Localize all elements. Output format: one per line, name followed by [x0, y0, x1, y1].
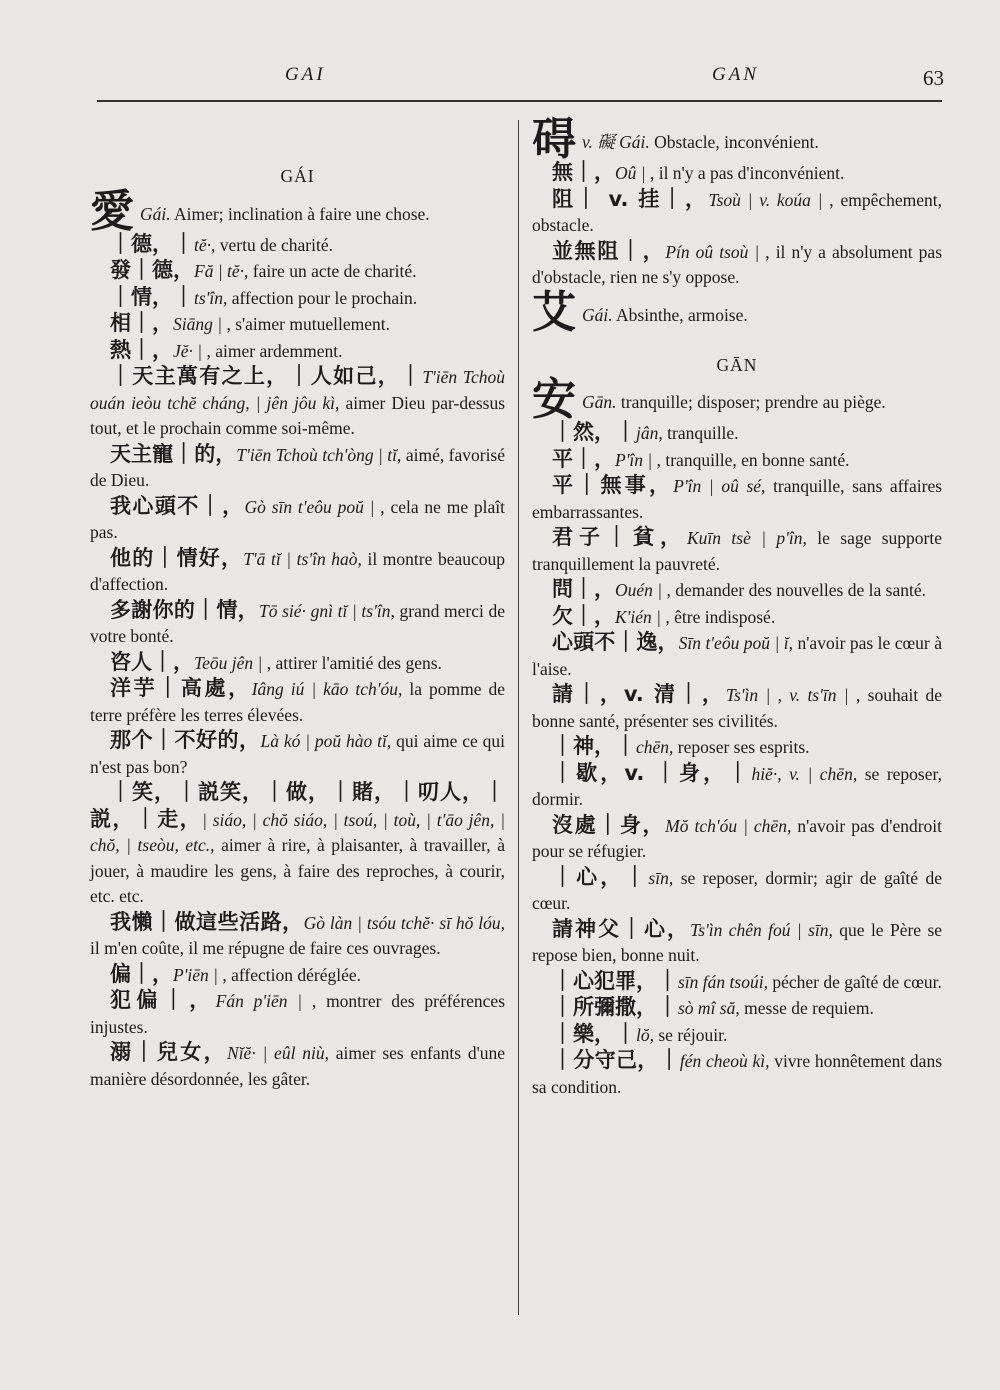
romanization: Siāng | — [173, 314, 223, 334]
chinese-phrase: ｜神，｜ — [552, 734, 636, 758]
header-rule — [97, 100, 942, 102]
chinese-phrase: 咨人｜， — [110, 649, 194, 674]
chinese-phrase: 我心頭不｜， — [110, 493, 245, 518]
headword-character: 安 — [532, 374, 576, 425]
definition: aimé, favorisé de Dieu. — [90, 444, 506, 490]
dictionary-entry — [532, 577, 942, 604]
chinese-phrase: ｜樂，｜ — [552, 1021, 636, 1046]
romanization: fén cheoù kì, — [679, 1051, 770, 1071]
definition: Obstacle, inconvénient. — [654, 132, 819, 152]
dictionary-entry — [90, 910, 505, 962]
chinese-phrase: ｜天主萬有之上，｜人如己，｜ — [110, 364, 423, 388]
romanization: Gò làn | tsóu tchĕ· sī hŏ lóu, — [303, 912, 506, 933]
romanization: Ts'ìn | , v. ts'īn | — [725, 685, 849, 705]
definition: , empêchement, obstacle. — [532, 189, 943, 235]
dictionary-entry — [532, 420, 942, 447]
chinese-phrase: 君子｜貧， — [552, 525, 687, 549]
dictionary-entry — [90, 494, 505, 546]
definition: tranquille. — [667, 423, 739, 443]
dictionary-entry — [532, 160, 942, 187]
headword-character: 艾 — [532, 286, 576, 338]
chinese-phrase: 平｜， — [552, 446, 615, 471]
romanization: sīn, — [648, 867, 674, 888]
chinese-phrase: 欠｜， — [552, 603, 615, 628]
dictionary-entry — [532, 473, 942, 525]
definition: , souhait de bonne santé, présenter ses civilités. — [532, 685, 943, 731]
chinese-phrase: ｜歇，v. ｜身，｜ — [552, 760, 752, 785]
definition: , demander des nouvelles de la santé. — [666, 580, 926, 600]
dictionary-entry — [532, 682, 942, 734]
definition: tranquille; disposer; prendre au piège. — [620, 392, 886, 412]
romanization: Mŏ tch'óu | chēn, — [665, 815, 792, 836]
definition: , aimer ardemment. — [206, 340, 343, 361]
romanization: Gān. — [582, 392, 617, 412]
chinese-phrase: 那个｜不好的， — [110, 728, 261, 752]
chinese-phrase: ｜笑，｜説笑，｜做，｜賭，｜叨人，｜説，｜走， — [90, 780, 505, 831]
romanization: Tsoù | v. koúa | — [708, 189, 823, 210]
definition: , tranquille, en bonne santé. — [656, 449, 850, 470]
definition: se reposer, dormir; agir de gaîté de cœur. — [532, 867, 943, 913]
chinese-phrase: 請神父｜心， — [552, 916, 691, 941]
headword-character: 碍 — [532, 114, 576, 165]
chinese-phrase: ｜心犯罪，｜ — [552, 968, 678, 993]
dictionary-entry — [90, 728, 505, 780]
chinese-phrase: 相｜， — [110, 311, 173, 335]
definition: , il n'y a absolument pas d'obstacle, rien ne s'y oppose. — [532, 241, 943, 287]
chinese-phrase: 犯偏｜， — [110, 988, 216, 1012]
definition: tranquille, sans affaires embarrassantes. — [532, 476, 943, 522]
dictionary-entry — [90, 232, 505, 259]
left-entries — [90, 185, 506, 1093]
dictionary-entry — [532, 604, 942, 631]
definition: affection pour le prochain. — [231, 287, 418, 308]
chinese-phrase: ｜情，｜ — [110, 284, 194, 309]
definition: se réjouir. — [658, 1024, 728, 1045]
right-column — [532, 114, 943, 1100]
dictionary-entry — [90, 962, 505, 989]
headword-entry — [532, 286, 942, 338]
dictionary-entry — [90, 676, 505, 728]
chinese-phrase: 我懶｜做這些活路， — [110, 909, 304, 934]
definition: , cela ne me plaît pas. — [90, 496, 505, 542]
dictionary-entry — [90, 1040, 505, 1092]
chinese-phrase: 平｜無事， — [552, 473, 674, 497]
column-divider — [518, 120, 519, 1315]
definition: n'avoir pas d'endroit pour se réfugier. — [532, 815, 943, 861]
headword-entry — [532, 114, 942, 165]
definition: vivre honnêtement dans sa condition. — [532, 1051, 942, 1097]
definition: faire un acte de charité. — [252, 261, 417, 281]
chinese-phrase: 天主寵｜的， — [110, 441, 237, 466]
romanization: Pín oû tsoù | — [665, 241, 760, 262]
definition: la pomme de terre préfère les terres élevées. — [90, 679, 506, 725]
definition: pécher de gaîté de cœur. — [772, 971, 942, 992]
headword-entry — [532, 374, 942, 425]
headword-character: 愛 — [90, 185, 134, 237]
chinese-phrase: 阻｜ v. 挂｜， — [552, 186, 709, 211]
romanization: Jĕ· | — [173, 340, 203, 361]
dictionary-entry — [532, 969, 942, 996]
dictionary-entry — [90, 364, 505, 442]
dictionary-entry — [532, 525, 942, 577]
dictionary-entry — [532, 447, 942, 474]
romanization: hiĕ·, v. | chēn, — [751, 763, 858, 784]
chinese-phrase: ｜所彌撒，｜ — [552, 995, 678, 1019]
dictionary-entry — [532, 187, 942, 239]
chinese-phrase: 熱｜， — [110, 337, 173, 362]
romanization: lŏ, — [636, 1024, 654, 1045]
chinese-phrase: 心頭不｜逸， — [552, 630, 679, 654]
romanization: v. 礙 Gái. — [582, 132, 650, 152]
definition: il montre beaucoup d'affection. — [90, 548, 505, 594]
dictionary-entry — [532, 865, 942, 917]
romanization: P'iēn | — [173, 964, 218, 985]
dictionary-entry — [532, 995, 942, 1022]
chinese-phrase: 偏｜， — [110, 961, 173, 986]
chinese-phrase: 洋芋｜高處， — [110, 676, 252, 700]
romanization: T'iēn Tchoù tch'òng | tĭ, — [236, 444, 402, 465]
chinese-phrase: 多謝你的｜情， — [110, 597, 259, 622]
chinese-phrase: ｜心，｜ — [552, 864, 649, 889]
definition: Aimer; inclination à faire une chose. — [174, 203, 430, 224]
definition: , montrer des préférences injustes. — [90, 991, 506, 1037]
romanization: ts'în, — [194, 287, 228, 308]
romanization: Fă | tĕ·, — [194, 261, 249, 281]
romanization: Nĭĕ· | eûl niù, — [227, 1043, 329, 1063]
dictionary-entry — [532, 917, 942, 969]
romanization: jân, — [636, 423, 663, 443]
romanization: P'în | oû sé, — [673, 476, 766, 496]
romanization: Ouén | — [615, 580, 663, 600]
definition: n'avoir pas le cœur à l'aise. — [532, 633, 942, 679]
section-title-gan: GĀN — [716, 354, 758, 375]
definition: qui aime ce qui n'est pas bon? — [90, 731, 505, 777]
definition: , affection déréglée. — [222, 964, 361, 985]
definition: le sage supporte tranquillement la pauvreté. — [532, 528, 943, 574]
romanization: Tō sié· gnì tĭ | ts'în, — [258, 600, 395, 621]
romanization: Kuīn tsè | p'în, — [687, 528, 807, 548]
chinese-phrase: 並無阻｜， — [552, 238, 666, 263]
definition: , il n'y a pas d'inconvénient. — [649, 163, 845, 183]
dictionary-entry — [90, 780, 505, 910]
definition: grand merci de votre bonté. — [90, 600, 506, 646]
dictionary-entry — [90, 442, 505, 494]
definition: vertu de charité. — [219, 234, 333, 255]
chinese-phrase: ｜德，｜ — [110, 231, 194, 256]
chinese-phrase: ｜然，｜ — [552, 420, 636, 444]
left-column — [90, 118, 505, 1092]
definition: , attirer l'amitié des gens. — [266, 652, 442, 673]
right-pre-entries — [532, 114, 943, 338]
dictionary-entry — [532, 1022, 942, 1049]
romanization: T'iēn Tchoù ouán ieòu tchĕ cháng, | jên jôu kì, — [90, 367, 506, 413]
definition: se reposer, dormir. — [532, 763, 943, 809]
dictionary-entry — [532, 734, 942, 761]
romanization: Iâng iú | kāo tch'óu, — [251, 679, 403, 699]
chinese-phrase: 發｜德， — [110, 258, 194, 282]
romanization: Oû | — [615, 163, 646, 183]
romanization: Ts'ìn chên foú | sīn, — [690, 919, 833, 940]
definition: , s'aimer mutuellement. — [226, 314, 390, 334]
definition: aimer Dieu par-dessus tout, et le prochain comme soi-même. — [90, 392, 506, 438]
chinese-phrase: 他的｜情好， — [110, 545, 244, 570]
chinese-phrase: 沒處｜身， — [552, 812, 666, 837]
dictionary-entry — [532, 630, 942, 682]
definition: aimer à rire, à plaisanter, à travailler, à jouer, à maudire les gens, à faire des reproches, à courir, etc. etc. — [90, 835, 505, 906]
romanization: P'în | — [615, 449, 653, 470]
romanization: Teōu jên | — [194, 652, 263, 673]
chinese-phrase: ｜分守己，｜ — [552, 1048, 680, 1072]
romanization: Là kó | poŭ hào tĭ, — [260, 731, 392, 751]
dictionary-entry — [90, 311, 505, 338]
romanization: Gái. — [582, 304, 613, 325]
romanization: Gò sīn t'eôu poŭ | — [244, 496, 375, 517]
romanization: sīn fán tsoúi, — [678, 971, 768, 992]
definition: il m'en coûte, il me répugne de faire ces ouvrages. — [90, 938, 441, 958]
dictionary-entry — [90, 546, 505, 598]
chinese-phrase: 溺｜兒女， — [110, 1040, 228, 1064]
romanization: T'ā tĭ | ts'în haò, — [243, 548, 362, 569]
definition: que le Père se repose bien, bonne nuit. — [532, 919, 943, 965]
dictionary-entry — [90, 285, 505, 312]
running-head-right: GAN — [712, 64, 759, 85]
headword-entry — [90, 185, 505, 237]
romanization: Fán p'iēn | — [215, 991, 303, 1011]
dictionary-entry — [532, 813, 942, 865]
dictionary-entry — [90, 988, 505, 1040]
dictionary-entry — [90, 650, 505, 677]
dictionary-entry — [90, 338, 505, 365]
romanization: K'ién | — [615, 606, 661, 627]
definition: , être indisposé. — [665, 606, 776, 627]
romanization: sò mî să, — [678, 998, 740, 1018]
definition: Absinthe, armoise. — [616, 304, 748, 325]
definition: reposer ses esprits. — [677, 737, 810, 757]
right-entries — [532, 374, 943, 1100]
romanization: Gái. — [140, 203, 171, 224]
dictionary-entry — [532, 239, 942, 291]
definition: messe de requiem. — [744, 998, 874, 1018]
romanization: tĕ·, — [194, 234, 216, 255]
chinese-phrase: 無｜， — [552, 160, 615, 184]
dictionary-entry — [90, 598, 505, 650]
running-head-left: GAI — [285, 64, 326, 85]
dictionary-entry — [90, 258, 505, 285]
romanization: chēn, — [636, 737, 674, 757]
chinese-phrase: 問｜， — [552, 577, 615, 601]
dictionary-entry — [532, 1048, 942, 1100]
romanization: Sīn t'eôu poŭ | ĭ, — [678, 633, 794, 653]
chinese-phrase: 請｜，v. 清｜， — [552, 682, 726, 706]
section-title-gai: GÁI — [280, 166, 315, 186]
definition: aimer ses enfants d'une manière désordonnée, les gâter. — [90, 1043, 505, 1089]
romanization: | siáo, | chŏ siáo, | tsoú, | toù, | t'āo jên, | chŏ, | tseòu, etc., — [90, 809, 506, 855]
page-number: 63 — [923, 66, 944, 90]
dictionary-entry — [532, 761, 942, 813]
